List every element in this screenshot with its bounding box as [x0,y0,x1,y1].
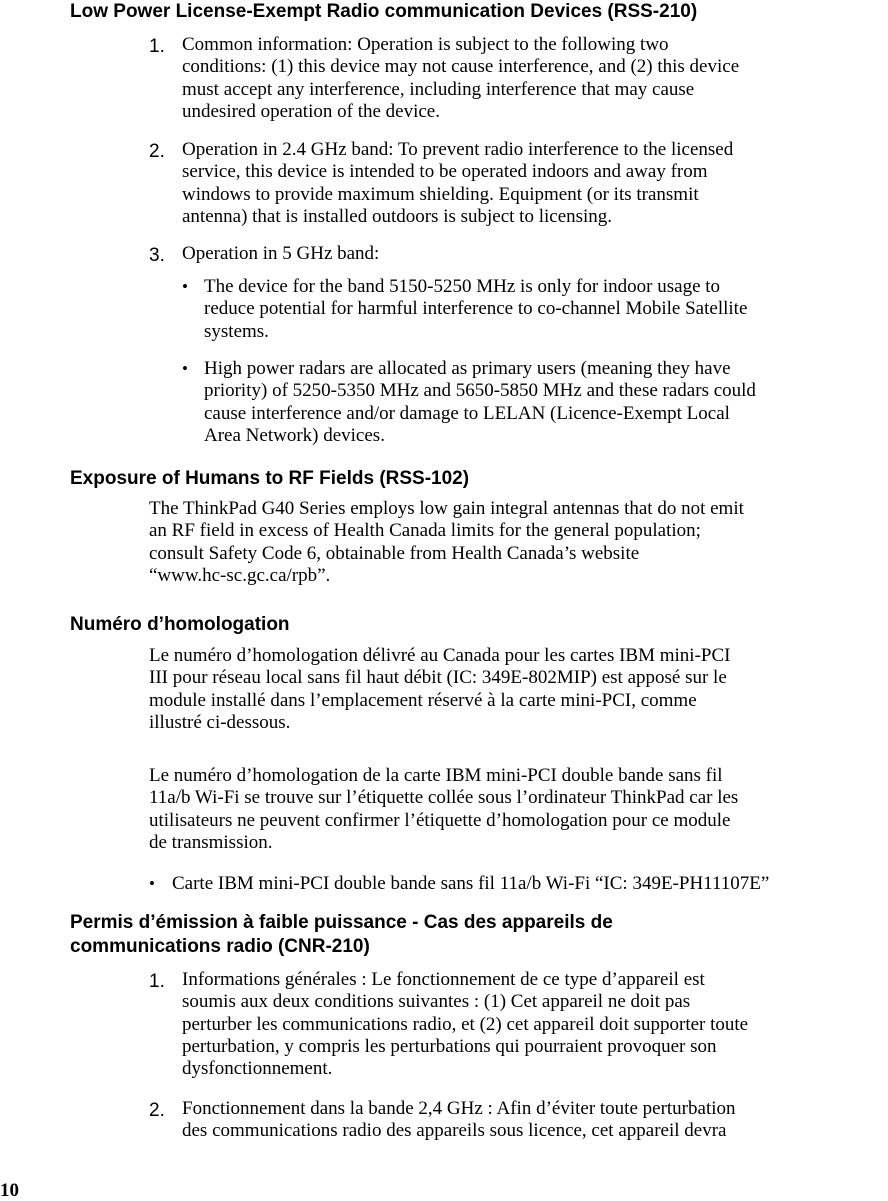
section-heading-rss-210: Low Power License-Exempt Radio communication Devices (RSS-210) [70,1,698,22]
bullet-marker: • [182,277,188,296]
section-heading-rss-102: Exposure of Humans to RF Fields (RSS-102) [70,468,470,489]
bullet-item-text: Carte IBM mini-PCI double bande sans fil 11a/b Wi-Fi “IC: 349E-PH11107E” [172,873,770,894]
list-number: 2. [149,1100,165,1121]
section-heading-homologation: Numéro d’homologation [70,614,290,635]
list-item-text: Operation in 5 GHz band: [182,243,380,264]
paragraph: Le numéro d’homologation délivré au Canada pour les cartes IBM mini-PCI III pour réseau local sans fil haut débit (IC: 349E-802MIP) est apposé sur le module installé dans l’emplacement réservé à la carte mini-PCI, comme illustré ci-dessous. [149,645,731,733]
bullet-item-text: High power radars are allocated as primary users (meaning they have priority) of 5250-5350 MHz and 5650-5850 MHz and these radars could cause interference and/or damage to LELAN (Licence-Exempt Local Area Network) devices. [204,358,756,446]
list-number: 1. [149,971,165,992]
bullet-marker: • [182,359,188,378]
paragraph: Le numéro d’homologation de la carte IBM mini-PCI double bande sans fil 11a/b Wi-Fi se trouve sur l’étiquette collée sous l’ordinateur ThinkPad car les utilisateurs ne peuvent confirmer l’étiquette d’homologation pour ce module de transmission. [149,765,739,853]
list-number: 1. [149,36,165,57]
list-item-text: Informations générales : Le fonctionnement de ce type d’appareil est soumis aux deux conditions suivantes : (1) Cet appareil ne doit pas perturber les communications radio, et (2) cet appareil doit supporter toute perturbation, y compris les perturbations qui pourraient provoquer son dysfonctionnement. [182,969,749,1080]
bullet-item-text: The device for the band 5150-5250 MHz is only for indoor usage to reduce potential for harmful interference to co-channel Mobile Satellite systems. [204,276,748,342]
list-number: 2. [149,141,165,162]
list-item-text: Common information: Operation is subject to the following two conditions: (1) this device may not cause interference, and (2) this device must accept any interference, including interference that may cause undesired operation of the device. [182,34,740,122]
list-item-text: Operation in 2.4 GHz band: To prevent radio interference to the licensed service, this device is intended to be operated indoors and away from windows to provide maximum shielding. Equipment (or its transmit antenna) that is installed outdoors is subject to licensing. [182,139,734,227]
section-heading-cnr-210: Permis d’émission à faible puissance - Cas des appareils de communications radio (CNR-210) [70,912,613,957]
list-number: 3. [149,245,165,266]
bullet-marker: • [149,874,155,893]
page-number: 10 [0,1180,19,1201]
list-item-text: Fonctionnement dans la bande 2,4 GHz : Afin d’éviter toute perturbation des communications radio des appareils sous licence, cet appareil devra [182,1098,736,1142]
paragraph: The ThinkPad G40 Series employs low gain integral antennas that do not emit an RF field in excess of Health Canada limits for the general population; consult Safety Code 6, obtainable from Health Canada’s website “www.hc-sc.gc.ca/rpb”. [149,498,744,586]
